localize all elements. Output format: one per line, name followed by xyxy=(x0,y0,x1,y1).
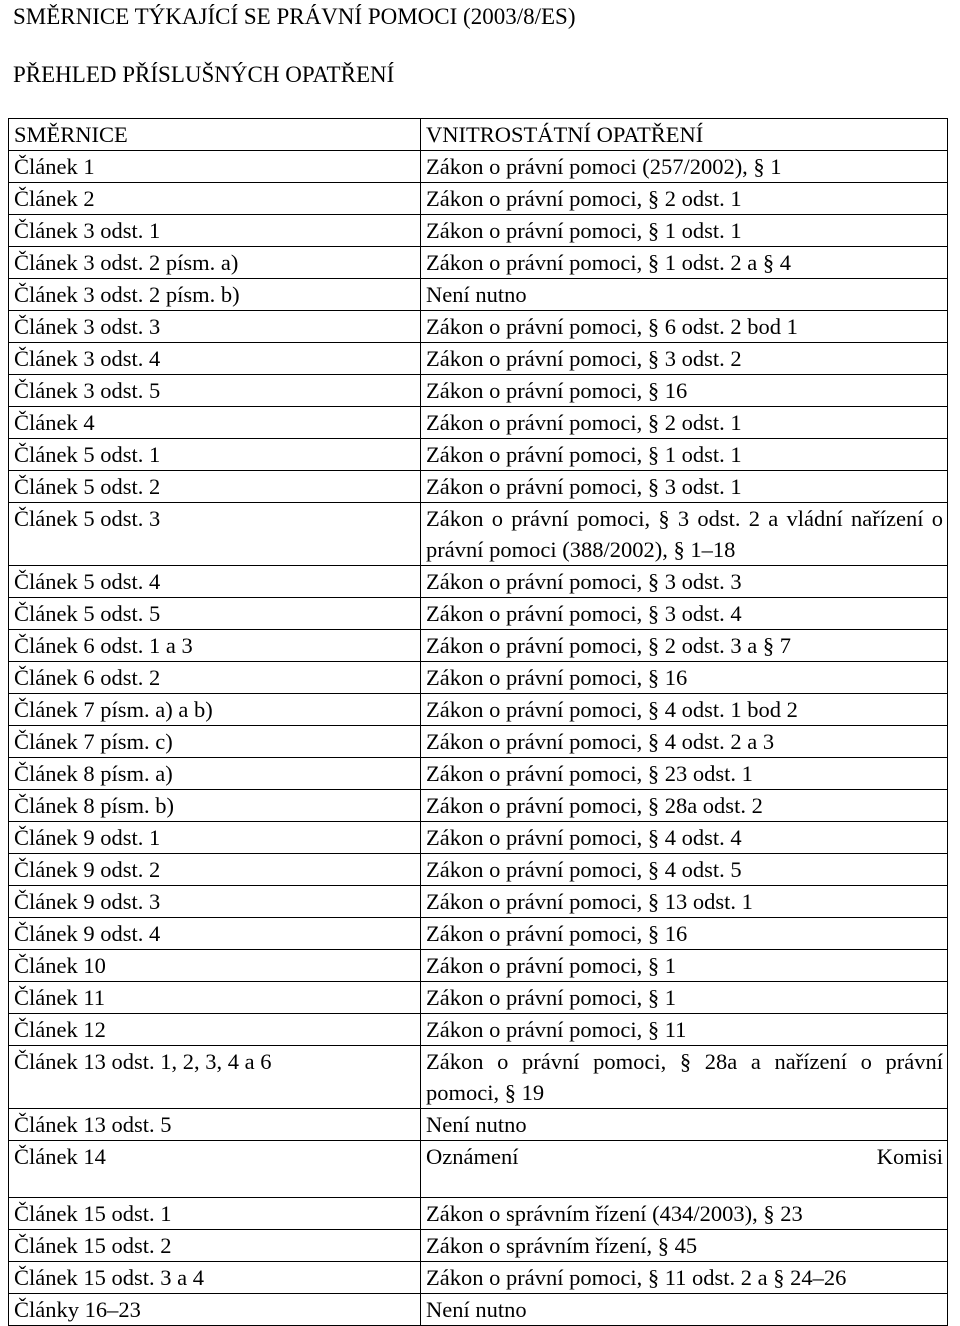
directive-article-cell: Článek 3 odst. 1 xyxy=(9,215,421,247)
table-row xyxy=(9,950,948,982)
directive-article-cell: Článek 5 odst. 5 xyxy=(9,598,421,630)
document-title: SMĚRNICE TÝKAJÍCÍ SE PRÁVNÍ POMOCI (2003/8/ES) xyxy=(13,4,576,29)
table-row xyxy=(9,1262,948,1294)
national-measure-cell: Zákon o právní pomoci, § 1 xyxy=(421,982,948,1014)
directive-article-cell: Článek 9 odst. 4 xyxy=(9,918,421,950)
directive-article-cell: Článek 3 odst. 4 xyxy=(9,343,421,375)
table-row xyxy=(9,471,948,503)
table-row xyxy=(9,790,948,822)
directive-article-cell: Článek 5 odst. 4 xyxy=(9,566,421,598)
national-measure-cell: Zákon o právní pomoci, § 3 odst. 2 xyxy=(421,343,948,375)
notification-text xyxy=(426,1141,943,1172)
national-measure-cell: Zákon o právní pomoci (257/2002), § 1 xyxy=(421,151,948,183)
table-row xyxy=(9,726,948,758)
national-measure-cell: Zákon o právní pomoci, § 2 odst. 1 xyxy=(421,183,948,215)
table-row xyxy=(9,183,948,215)
directive-article-cell: Článek 8 písm. a) xyxy=(9,758,421,790)
table-row xyxy=(9,630,948,662)
national-measure-cell: Zákon o právní pomoci, § 6 odst. 2 bod 1 xyxy=(421,311,948,343)
national-measure-cell: Zákon o právní pomoci, § 3 odst. 2 a vládní nařízení o právní pomoci (388/2002), § 1–18 xyxy=(421,503,948,566)
national-measure-cell: Zákon o právní pomoci, § 4 odst. 4 xyxy=(421,822,948,854)
table-row xyxy=(9,1109,948,1141)
national-measure-cell: Zákon o správním řízení (434/2003), § 23 xyxy=(421,1198,948,1230)
table-row xyxy=(9,982,948,1014)
table-row xyxy=(9,598,948,630)
directive-article-cell: Článek 1 xyxy=(9,151,421,183)
directive-article-cell: Článek 14 xyxy=(9,1141,421,1198)
directive-article-cell: Článek 2 xyxy=(9,183,421,215)
directive-article-cell: Článek 3 odst. 2 písm. b) xyxy=(9,279,421,311)
directive-article-cell: Článek 7 písm. c) xyxy=(9,726,421,758)
table-row xyxy=(9,311,948,343)
national-measure-cell: Není nutno xyxy=(421,279,948,311)
header-national-measures: VNITROSTÁTNÍ OPATŘENÍ xyxy=(421,119,948,151)
national-measure-cell: Zákon o právní pomoci, § 23 odst. 1 xyxy=(421,758,948,790)
directive-article-cell: Článek 13 odst. 1, 2, 3, 4 a 6 xyxy=(9,1046,421,1109)
table-row xyxy=(9,1046,948,1109)
national-measure-cell xyxy=(421,1141,948,1198)
directive-article-cell: Článek 5 odst. 2 xyxy=(9,471,421,503)
national-measure-cell: Zákon o právní pomoci, § 16 xyxy=(421,918,948,950)
table-row xyxy=(9,758,948,790)
national-measure-cell: Zákon o právní pomoci, § 2 odst. 1 xyxy=(421,407,948,439)
directive-article-cell: Článek 9 odst. 1 xyxy=(9,822,421,854)
national-measure-cell: Zákon o právní pomoci, § 4 odst. 2 a 3 xyxy=(421,726,948,758)
table-row xyxy=(9,918,948,950)
national-measure-cell: Zákon o právní pomoci, § 2 odst. 3 a § 7 xyxy=(421,630,948,662)
directive-article-cell: Článek 15 odst. 2 xyxy=(9,1230,421,1262)
table-header-row xyxy=(9,119,948,151)
directive-article-cell: Článek 6 odst. 1 a 3 xyxy=(9,630,421,662)
notification-word: Oznámení xyxy=(426,1144,519,1169)
national-measure-cell: Zákon o právní pomoci, § 11 xyxy=(421,1014,948,1046)
table-row xyxy=(9,662,948,694)
table-row xyxy=(9,1198,948,1230)
table-row xyxy=(9,886,948,918)
directive-article-cell: Článek 9 odst. 2 xyxy=(9,854,421,886)
directive-article-cell: Článek 8 písm. b) xyxy=(9,790,421,822)
table-row xyxy=(9,375,948,407)
table-row xyxy=(9,694,948,726)
table-row xyxy=(9,407,948,439)
table-row xyxy=(9,1014,948,1046)
commission-word: Komisi xyxy=(876,1144,943,1169)
table-row xyxy=(9,1230,948,1262)
directive-article-cell: Článek 3 odst. 3 xyxy=(9,311,421,343)
table-row xyxy=(9,215,948,247)
document-subtitle: PŘEHLED PŘÍSLUŠNÝCH OPATŘENÍ xyxy=(13,62,395,87)
national-measure-cell: Zákon o právní pomoci, § 1 odst. 2 a § 4 xyxy=(421,247,948,279)
table-row xyxy=(9,822,948,854)
header-directive: SMĚRNICE xyxy=(9,119,421,151)
table-row xyxy=(9,503,948,566)
table-row xyxy=(9,439,948,471)
table-row xyxy=(9,1141,948,1198)
national-measure-cell: Zákon o právní pomoci, § 13 odst. 1 xyxy=(421,886,948,918)
table-row xyxy=(9,151,948,183)
national-measure-cell: Zákon o právní pomoci, § 16 xyxy=(421,662,948,694)
national-measure-cell: Zákon o právní pomoci, § 28a odst. 2 xyxy=(421,790,948,822)
national-measure-cell: Zákon o právní pomoci, § 11 odst. 2 a § 24–26 xyxy=(421,1262,948,1294)
directive-article-cell: Články 16–23 xyxy=(9,1294,421,1326)
table-row xyxy=(9,247,948,279)
table-row xyxy=(9,566,948,598)
national-measure-cell: Zákon o správním řízení, § 45 xyxy=(421,1230,948,1262)
directive-article-cell: Článek 3 odst. 5 xyxy=(9,375,421,407)
national-measure-cell: Zákon o právní pomoci, § 1 odst. 1 xyxy=(421,439,948,471)
directive-article-cell: Článek 11 xyxy=(9,982,421,1014)
directive-article-cell: Článek 4 xyxy=(9,407,421,439)
directive-article-cell: Článek 9 odst. 3 xyxy=(9,886,421,918)
national-measure-cell: Zákon o právní pomoci, § 28a a nařízení o právní pomoci, § 19 xyxy=(421,1046,948,1109)
directive-article-cell: Článek 12 xyxy=(9,1014,421,1046)
directive-article-cell: Článek 10 xyxy=(9,950,421,982)
national-measure-cell: Zákon o právní pomoci, § 4 odst. 5 xyxy=(421,854,948,886)
directive-article-cell: Článek 3 odst. 2 písm. a) xyxy=(9,247,421,279)
directive-article-cell: Článek 13 odst. 5 xyxy=(9,1109,421,1141)
table-row xyxy=(9,343,948,375)
national-measure-cell: Zákon o právní pomoci, § 3 odst. 1 xyxy=(421,471,948,503)
national-measure-cell: Zákon o právní pomoci, § 1 odst. 1 xyxy=(421,215,948,247)
national-measure-cell: Není nutno xyxy=(421,1109,948,1141)
table-row xyxy=(9,279,948,311)
table-row xyxy=(9,1294,948,1326)
national-measure-cell: Zákon o právní pomoci, § 3 odst. 3 xyxy=(421,566,948,598)
directive-article-cell: Článek 5 odst. 3 xyxy=(9,503,421,566)
national-measure-cell: Zákon o právní pomoci, § 4 odst. 1 bod 2 xyxy=(421,694,948,726)
transposition-table xyxy=(8,118,948,1326)
national-measure-cell: Není nutno xyxy=(421,1294,948,1326)
directive-article-cell: Článek 7 písm. a) a b) xyxy=(9,694,421,726)
table-row xyxy=(9,854,948,886)
directive-article-cell: Článek 15 odst. 3 a 4 xyxy=(9,1262,421,1294)
national-measure-cell: Zákon o právní pomoci, § 1 xyxy=(421,950,948,982)
directive-article-cell: Článek 6 odst. 2 xyxy=(9,662,421,694)
national-measure-cell: Zákon o právní pomoci, § 16 xyxy=(421,375,948,407)
national-measure-cell: Zákon o právní pomoci, § 3 odst. 4 xyxy=(421,598,948,630)
directive-article-cell: Článek 15 odst. 1 xyxy=(9,1198,421,1230)
directive-article-cell: Článek 5 odst. 1 xyxy=(9,439,421,471)
